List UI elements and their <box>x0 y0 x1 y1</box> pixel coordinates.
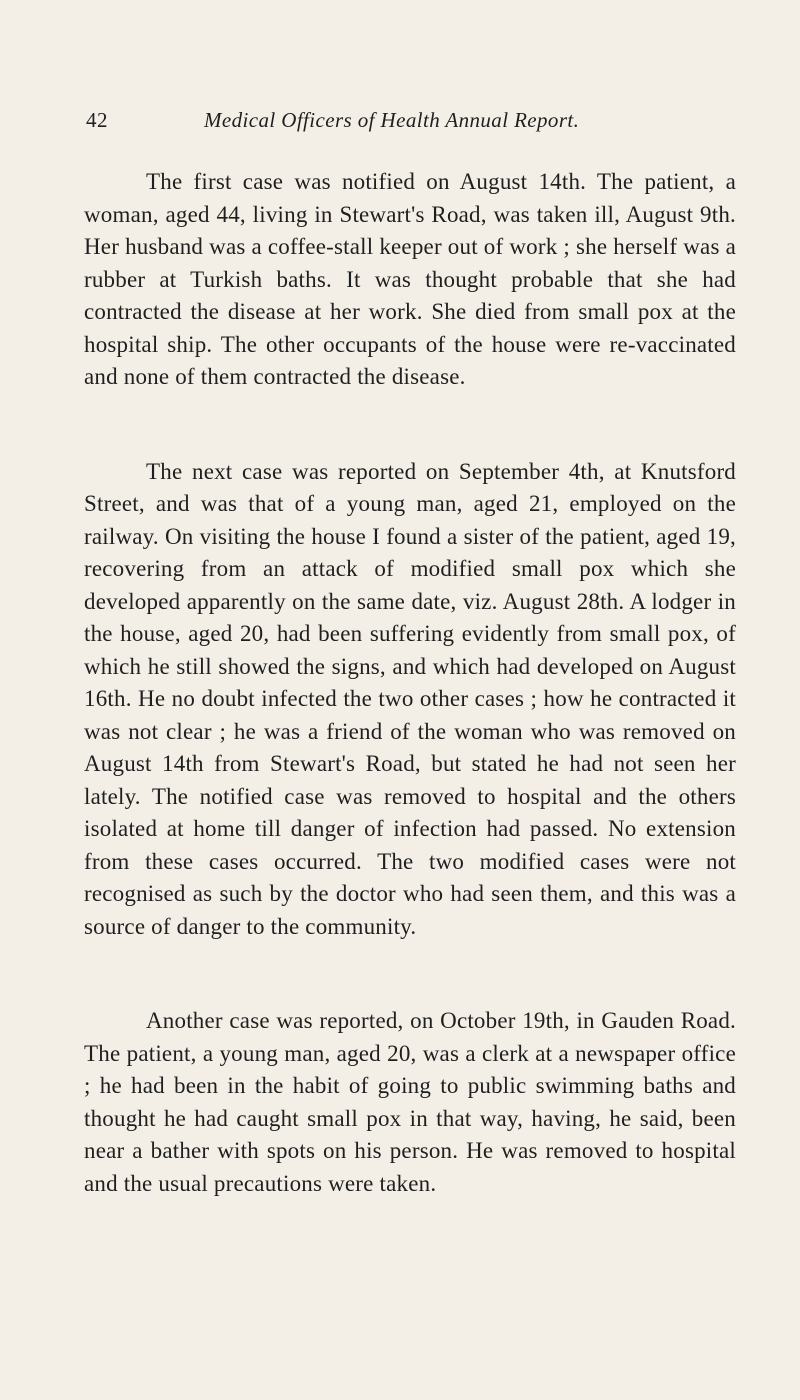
paragraph-next-case: The next case was reported on September 4th, at Knutsford Street, and was that of a young man, aged 21, employed on the railway. On visiting the house I found a sister of the patient, aged 19, recovering from an attack of modified small pox which she developed apparently on the same date, viz. August 28th. A lodger in the house, aged 20, had been suffering evidently from small pox, of which he still showed the signs, and which had developed on August 16th. He no doubt infected the two other cases ; how he contracted it was not clear ; he was a friend of the woman who was removed on August 14th from Stewart's Road, but stated he had not seen her lately. The notified case was removed to hospital and the others isolated at home till danger of infection had passed. No extension from these cases occurred. The two modified cases were not recognised as such by the doctor who had seen them, and this was a source of danger to the community. <box>84 458 736 939</box>
paragraph-another-case: Another case was reported, on October 19th, in Gauden Road. The patient, a young man, aged 20, was a clerk at a newspaper office ; he had been in the habit of going to public swimming baths and thought he had caught small pox in that way, having, he said, been near a bather with spots on his person. He was removed to hospital and the usual precautions were taken. <box>84 1008 736 1196</box>
running-title: Medical Officers of Health Annual Report. <box>204 108 580 132</box>
paragraph-spacer <box>84 394 736 456</box>
page-header <box>86 108 700 138</box>
paragraph-first-case: The first case was notified on August 14th. The patient, a woman, aged 44, living in Stewart's Road, was taken ill, August 9th. Her husband was a coffee-stall keeper out of work ; she herself was a rubber at Turkish baths. It was thought probable that she had contracted the disease at her work. She died from small pox at the hospital ship. The other occupants of the house were re-vaccinated and none of them contracted the disease. <box>84 169 736 389</box>
body-text <box>84 166 736 1200</box>
paragraph-spacer <box>84 943 736 1005</box>
page-number: 42 <box>86 108 108 132</box>
